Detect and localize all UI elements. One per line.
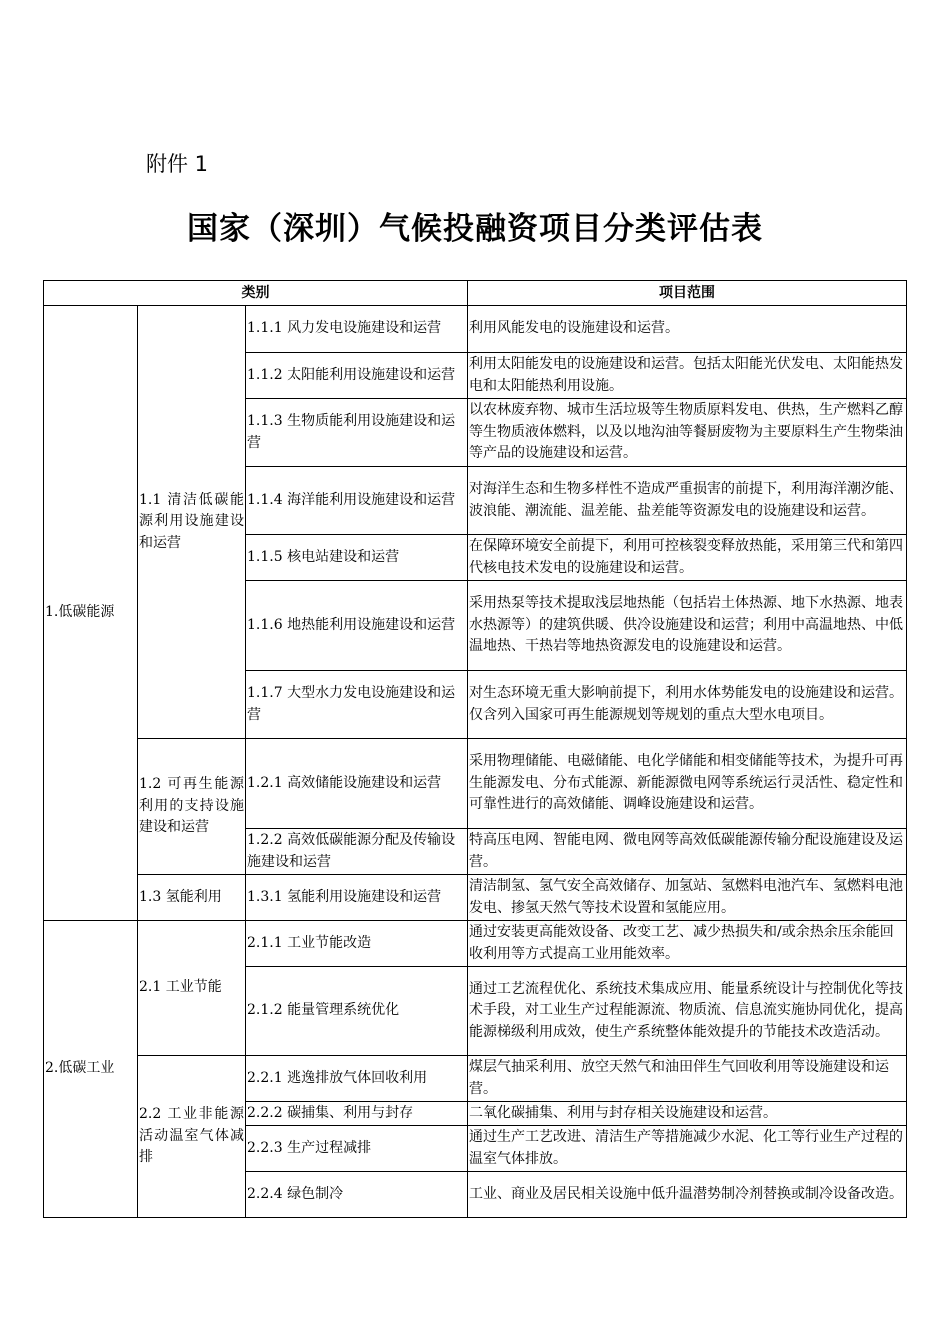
item-cell: 1.2.1 高效储能设施建设和运营 — [246, 739, 468, 829]
subgroup-cell: 1.1 清洁低碳能源利用设施建设和运营 — [138, 306, 246, 739]
item-cell: 1.1.4 海洋能利用设施建设和运营 — [246, 467, 468, 535]
scope-cell: 通过工艺流程优化、系统技术集成应用、能量系统设计与控制优化等技术手段，对工业生产过程能源流、物质流、信息流实施协同优化，提高能源梯级利用成效，使生产系统整体能效提升的节能技术改造活动。 — [468, 967, 907, 1056]
scope-cell: 煤层气抽采利用、放空天然气和油田伴生气回收利用等设施建设和运营。 — [468, 1056, 907, 1102]
header-category: 类别 — [44, 281, 468, 306]
scope-cell: 利用风能发电的设施建设和运营。 — [468, 306, 907, 353]
item-cell: 1.3.1 氢能利用设施建设和运营 — [246, 875, 468, 921]
classification-table — [43, 280, 907, 1218]
item-cell: 1.1.5 核电站建设和运营 — [246, 535, 468, 581]
scope-cell: 工业、商业及居民相关设施中低升温潜势制冷剂替换或制冷设备改造。 — [468, 1172, 907, 1218]
group-cell: 1.低碳能源 — [44, 306, 138, 921]
group-cell: 2.低碳工业 — [44, 921, 138, 1218]
scope-cell: 在保障环境安全前提下，利用可控核裂变释放热能，采用第三代和第四代核电技术发电的设施建设和运营。 — [468, 535, 907, 581]
attachment-label: 附件 1 — [146, 152, 209, 176]
item-cell: 2.1.1 工业节能改造 — [246, 921, 468, 967]
scope-cell: 利用太阳能发电的设施建设和运营。包括太阳能光伏发电、太阳能热发电和太阳能热利用设施。 — [468, 353, 907, 399]
item-cell: 2.2.2 碳捕集、利用与封存 — [246, 1102, 468, 1126]
table-row — [44, 1056, 907, 1102]
subgroup-cell: 2.1 工业节能 — [138, 921, 246, 1056]
item-cell: 2.1.2 能量管理系统优化 — [246, 967, 468, 1056]
scope-cell: 采用物理储能、电磁储能、电化学储能和相变储能等技术，为提升可再生能源发电、分布式能源、新能源微电网等系统运行灵活性、稳定性和可靠性进行的高效储能、调峰设施建设和运营。 — [468, 739, 907, 829]
scope-cell: 通过生产工艺改进、清洁生产等措施减少水泥、化工等行业生产过程的温室气体排放。 — [468, 1126, 907, 1172]
scope-cell: 以农林废弃物、城市生活垃圾等生物质原料发电、供热，生产燃料乙醇等生物质液体燃料，以及以地沟油等餐厨废物为主要原料生产生物柴油等产品的设施建设和运营。 — [468, 399, 907, 467]
item-cell: 1.1.2 太阳能利用设施建设和运营 — [246, 353, 468, 399]
scope-cell: 清洁制氢、氢气安全高效储存、加氢站、氢燃料电池汽车、氢燃料电池发电、掺氢天然气等技术设置和氢能应用。 — [468, 875, 907, 921]
subgroup-cell: 1.2 可再生能源利用的支持设施建设和运营 — [138, 739, 246, 875]
subgroup-cell: 1.3 氢能利用 — [138, 875, 246, 921]
item-cell: 2.2.3 生产过程减排 — [246, 1126, 468, 1172]
item-cell: 1.1.1 风力发电设施建设和运营 — [246, 306, 468, 353]
item-cell: 2.2.1 逃逸排放气体回收利用 — [246, 1056, 468, 1102]
table-row — [44, 306, 907, 353]
item-cell: 1.1.3 生物质能利用设施建设和运营 — [246, 399, 468, 467]
page-title: 国家（深圳）气候投融资项目分类评估表 — [187, 211, 763, 247]
scope-cell: 采用热泵等技术提取浅层地热能（包括岩土体热源、地下水热源、地表水热源等）的建筑供暖、供冷设施建设和运营；利用中高温地热、中低温地热、干热岩等地热资源发电的设施建设和运营。 — [468, 581, 907, 671]
header-scope: 项目范围 — [468, 281, 907, 306]
table-row — [44, 875, 907, 921]
scope-cell: 对生态环境无重大影响前提下，利用水体势能发电的设施建设和运营。仅含列入国家可再生能源规划等规划的重点大型水电项目。 — [468, 671, 907, 739]
item-cell: 1.2.2 高效低碳能源分配及传输设施建设和运营 — [246, 829, 468, 875]
scope-cell: 特高压电网、智能电网、微电网等高效低碳能源传输分配设施建设及运营。 — [468, 829, 907, 875]
subgroup-cell: 2.2 工业非能源活动温室气体减排 — [138, 1056, 246, 1218]
table-header-row — [44, 281, 907, 306]
item-cell: 1.1.6 地热能利用设施建设和运营 — [246, 581, 468, 671]
scope-cell: 对海洋生态和生物多样性不造成严重损害的前提下，利用海洋潮汐能、波浪能、潮流能、温差能、盐差能等资源发电的设施建设和运营。 — [468, 467, 907, 535]
item-cell: 2.2.4 绿色制冷 — [246, 1172, 468, 1218]
item-cell: 1.1.7 大型水力发电设施建设和运营 — [246, 671, 468, 739]
scope-cell: 二氧化碳捕集、利用与封存相关设施建设和运营。 — [468, 1102, 907, 1126]
table-row — [44, 739, 907, 829]
table-row — [44, 921, 907, 967]
scope-cell: 通过安装更高能效设备、改变工艺、减少热损失和/或余热余压余能回收利用等方式提高工业用能效率。 — [468, 921, 907, 967]
